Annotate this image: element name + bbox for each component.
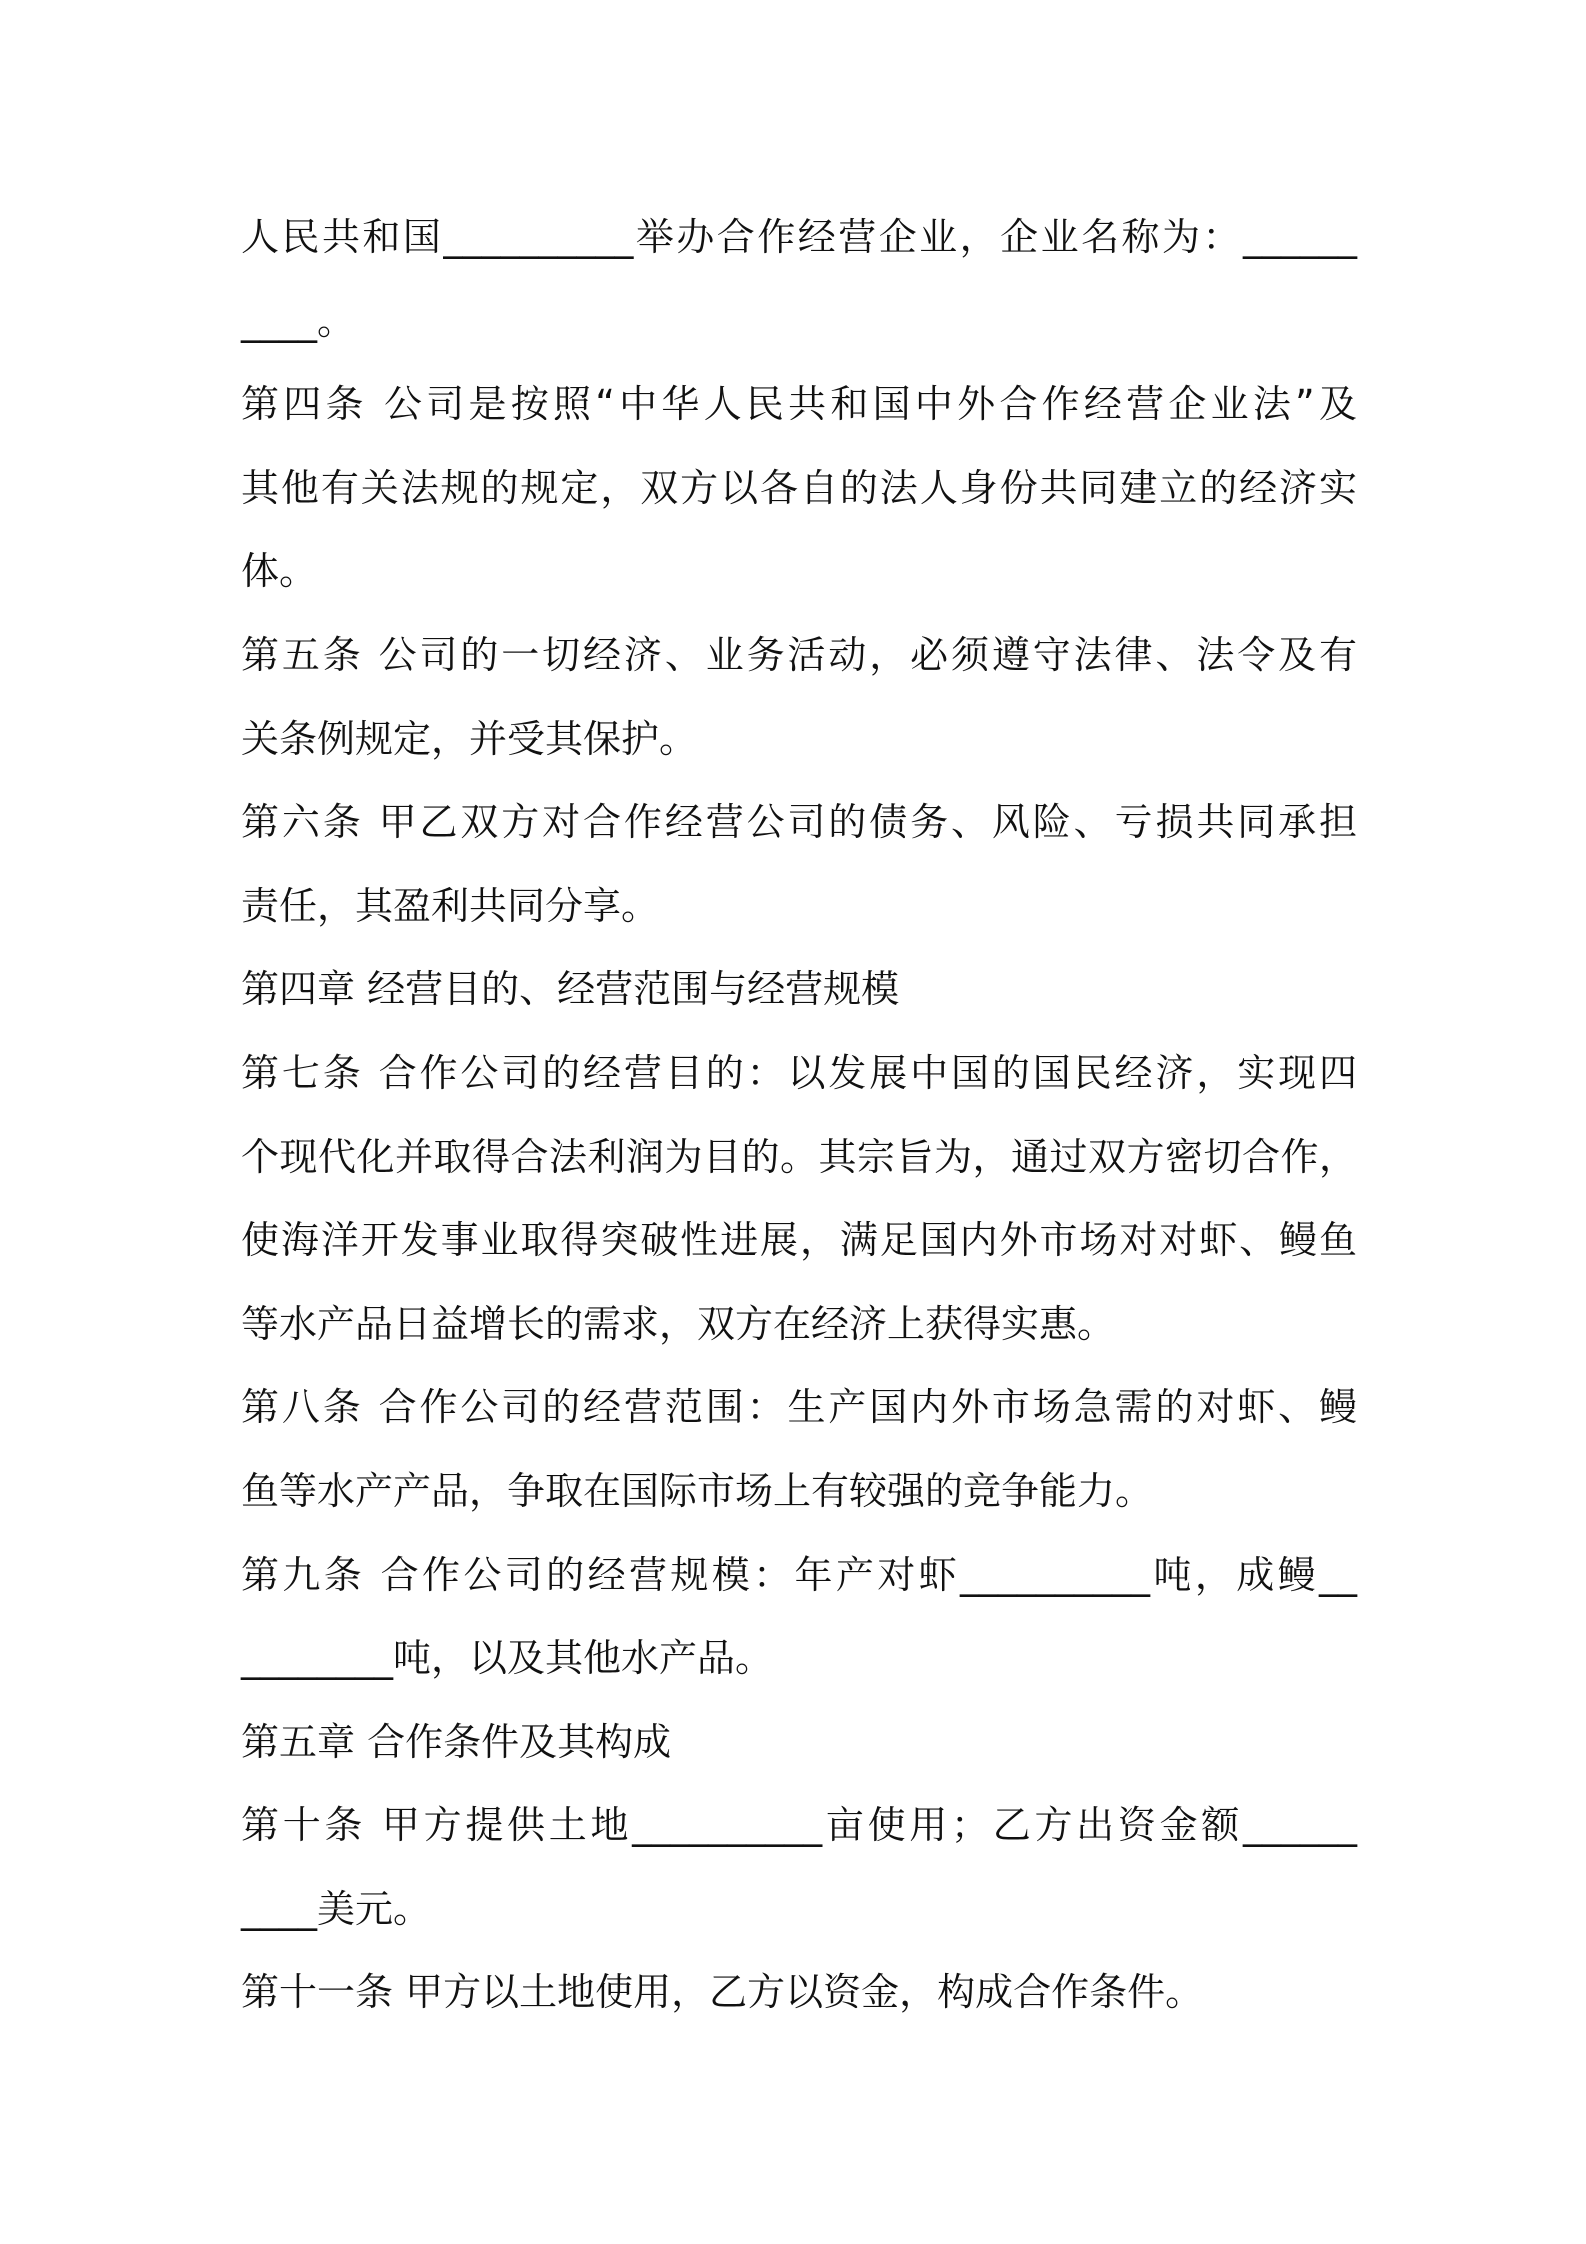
article-10-line-2: ____美元。 bbox=[241, 1886, 432, 1931]
article-7-line-4: 等水产品日益增长的需求，双方在经济上获得实惠。 bbox=[241, 1301, 1116, 1346]
article-7-line-3: 使海洋开发事业取得突破性进展，满足国内外市场对对虾、鳗鱼 bbox=[241, 1218, 1357, 1263]
chapter-4-heading: 第四章 经营目的、经营范围与经营规模 bbox=[241, 967, 900, 1012]
article-9-line-1: 第九条 合作公司的经营规模：年产对虾__________吨，成鳗__ bbox=[241, 1552, 1357, 1597]
article-4-line-2: 其他有关法规的规定，双方以各自的法人身份共同建立的经济实 bbox=[241, 465, 1357, 510]
article-5-line-1: 第五条 公司的一切经济、业务活动，必须遵守法律、法令及有 bbox=[241, 632, 1357, 677]
article-8-line-2: 鱼等水产产品，争取在国际市场上有较强的竞争能力。 bbox=[241, 1468, 1154, 1513]
article-6-line-2: 责任，其盈利共同分享。 bbox=[241, 883, 660, 928]
article-5-line-2: 关条例规定，并受其保护。 bbox=[241, 716, 698, 761]
article-11-line-1: 第十一条 甲方以土地使用，乙方以资金，构成合作条件。 bbox=[241, 1970, 1204, 2015]
article-7-line-2: 个现代化并取得合法利润为目的。其宗旨为，通过双方密切合作， bbox=[241, 1134, 1357, 1179]
chapter-5-heading: 第五章 合作条件及其构成 bbox=[241, 1719, 672, 1764]
text-line-2: ____。 bbox=[241, 298, 356, 343]
article-10-line-1: 第十条 甲方提供土地__________亩使用；乙方出资金额______ bbox=[241, 1803, 1357, 1848]
article-7-line-1: 第七条 合作公司的经营目的：以发展中国的国民经济，实现四 bbox=[241, 1050, 1357, 1095]
text-line-1: 人民共和国__________举办合作经营企业，企业名称为：______ bbox=[241, 215, 1357, 259]
article-6-line-1: 第六条 甲乙双方对合作经营公司的债务、风险、亏损共同承担 bbox=[241, 800, 1357, 845]
article-8-line-1: 第八条 合作公司的经营范围：生产国内外市场急需的对虾、鳗 bbox=[241, 1385, 1357, 1430]
article-9-line-2: ________吨，以及其他水产品。 bbox=[241, 1636, 774, 1681]
article-4-line-3: 体。 bbox=[241, 549, 318, 594]
article-4-line-1: 第四条 公司是按照“中华人民共和国中外合作经营企业法”及 bbox=[241, 382, 1357, 427]
contract-text bbox=[241, 196, 1357, 2035]
